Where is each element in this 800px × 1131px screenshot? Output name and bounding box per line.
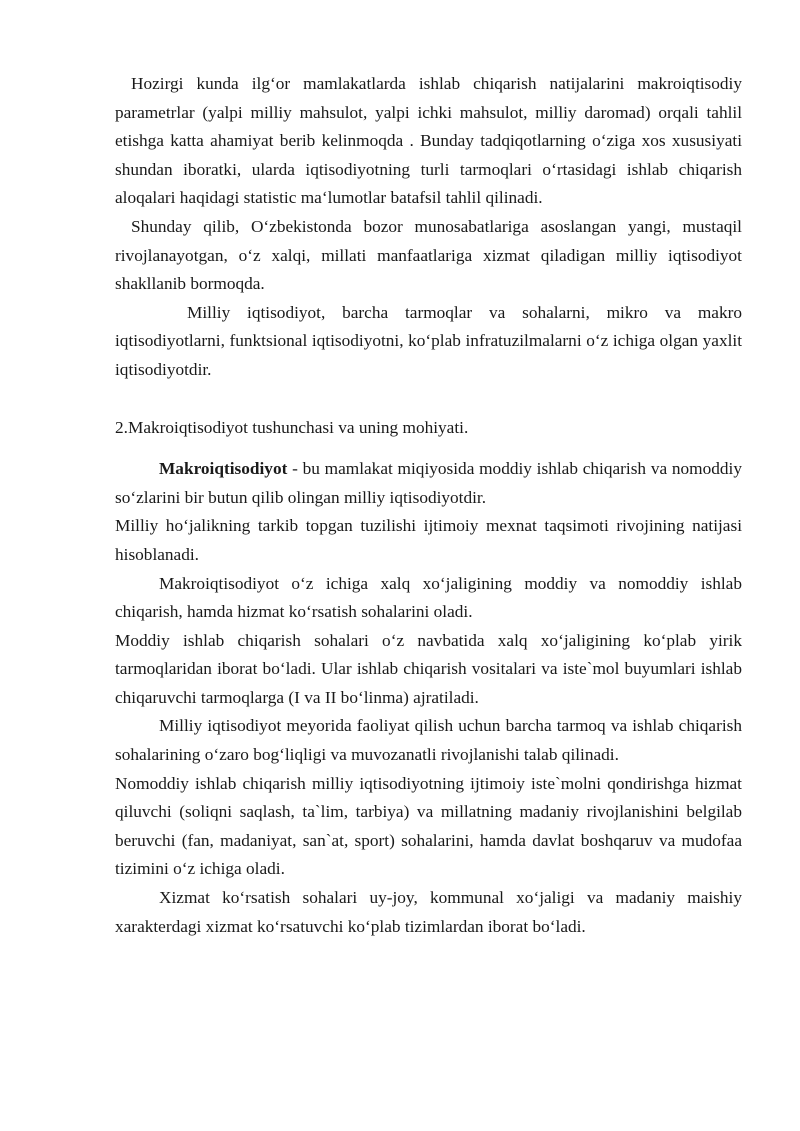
section-heading: 2.Makroiqtisodiyot tushunchasi va uning mohiyati. <box>115 417 469 437</box>
paragraph-structure: Milliy ho‘jalikning tarkib topgan tuzilishi ijtimoiy mexnat taqsimoti rivojining natijasi hisoblanadi. <box>115 516 742 564</box>
definition-text: - bu mamlakat miqiyosida moddiy ishlab chiqarish va nomoddiy so‘zlarini bir butun qilib olingan milliy iqtisodiyotdir. <box>115 459 742 507</box>
paragraph-spheres: Makroiqtisodiyot o‘z ichiga xalq xo‘jaligining moddiy va nomoddiy ishlab chiqarish, hamda hizmat ko‘rsatish sohalarini oladi. <box>115 573 742 622</box>
paragraph-interdependence: Milliy iqtisodiyot meyorida faoliyat qilish uchun barcha tarmoq va ishlab chiqarish sohalarining o‘zaro bog‘liqligi va muvozanatli rivojlanishi talab qilinadi. <box>115 716 742 765</box>
paragraph-intro: Hozirgi kunda ilg‘or mamlakatlarda ishlab chiqarish natijalarini makroiqtisodiy parametrlar (yalpi milliy mahsulot, yalpi ichki mahsulot, milliy daromad) orqali tahlil etishga katta ahamiyat berib kelinmoqda . Bunday tadqiqotlarning o‘ziga xos xususiyati shundan iboratki, ularda iqtisodiyotning turli tarmoqlari o‘rtasidagi ishlab chiqarish aloqalari haqidagi statistic ma‘lumotlar batafsil tahlil qilinadi. <box>115 74 742 208</box>
document-page <box>115 70 742 941</box>
paragraph-non-material: Nomoddiy ishlab chiqarish milliy iqtisodiyotning ijtimoiy iste`molni qondirishga hizmat qiluvchi (soliqni saqlash, ta`lim, tarbiya) va millatning madaniy rivojlanishini belgilab beruvchi (fan, madaniyat, san`at, sport) sohalarini, hamda davlat boshqaruv va mudofaa tizimini o‘z ichiga oladi. <box>115 773 742 879</box>
paragraph-definition <box>115 455 742 512</box>
paragraph-services: Xizmat ko‘rsatish sohalari uy-joy, kommunal xo‘jaligi va madaniy maishiy xarakterdagi xizmat ko‘rsatuvchi ko‘plab tizimlardan iborat bo‘ladi. <box>115 888 742 936</box>
paragraph-uzbekistan: Shunday qilib, O‘zbekistonda bozor munosabatlariga asoslangan yangi, mustaqil rivojlanayotgan, o‘z xalqi, millati manfaatlariga xizmat qiladigan milliy iqtisodiyot shakllanib bormoqda. <box>115 216 742 294</box>
definition-term: Makroiqtisodiyot <box>159 459 288 479</box>
paragraph-national-economy: Milliy iqtisodiyot, barcha tarmoqlar va sohalarni, mikro va makro iqtisodiyotlarni, funktsional iqtisodiyotni, ko‘plab infratuzilmalarni o‘z ichiga olgan yaxlit iqtisodiyotdir. <box>115 302 742 379</box>
paragraph-material-production: Moddiy ishlab chiqarish sohalari o‘z navbatida xalq xo‘jaligining ko‘plab yirik tarmoqlaridan iborat bo‘ladi. Ular ishlab chiqarish vositalari va iste`mol buyumlari ishlab chiqaruvchi tarmoqlarga (I va II bo‘linma) ajratiladi. <box>115 630 742 707</box>
